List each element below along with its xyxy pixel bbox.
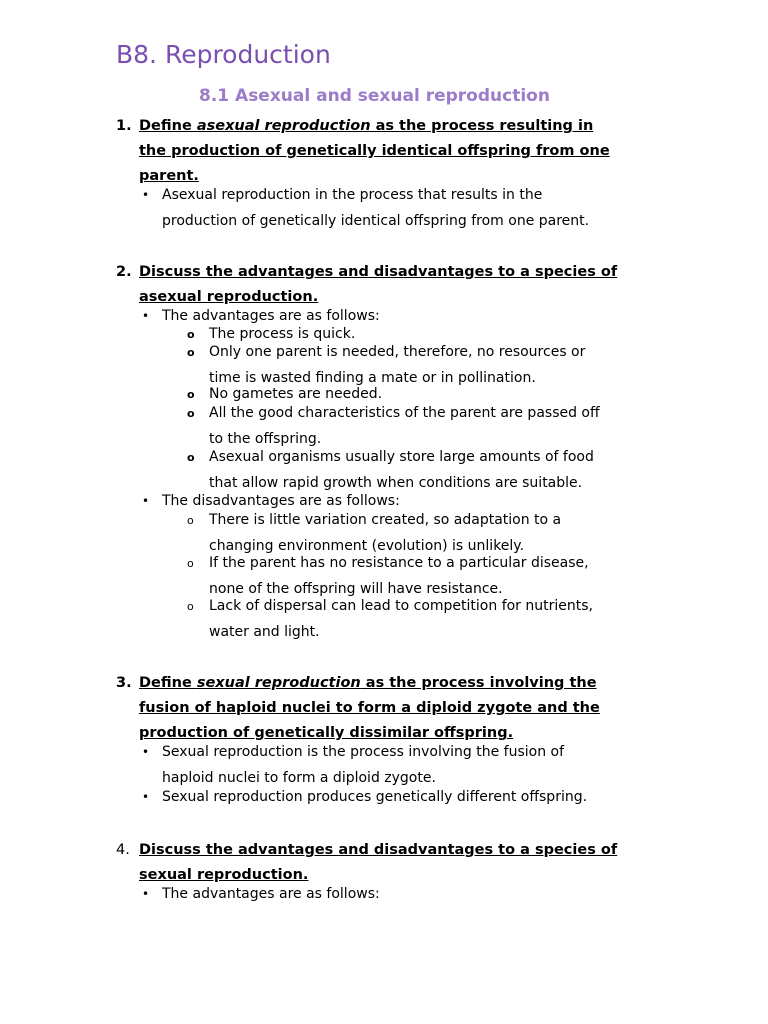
question-line (139, 114, 676, 139)
question-line: production of genetically dissimilar offspring. (139, 725, 514, 741)
sub-bullet-icon: o (187, 451, 195, 464)
sub-bullet-text: Only one parent is needed, therefore, no resources or (209, 344, 586, 360)
bullet-text: The advantages are as follows: (162, 308, 380, 324)
question-line: fusion of haploid nuclei to form a diploid zygote and the (139, 700, 600, 716)
question-line: Discuss the advantages and disadvantages to a species of (139, 842, 618, 858)
page-title: B8. Reproduction (116, 40, 331, 69)
sub-bullet-text: The process is quick. (209, 326, 356, 342)
sub-bullet-icon: o (187, 514, 194, 527)
sub-bullet-icon: o (187, 388, 195, 401)
bullet-text: The advantages are as follows: (162, 886, 380, 902)
bullet-text: Sexual reproduction produces genetically different offspring. (162, 789, 588, 805)
question-line: the production of genetically identical offspring from one (139, 143, 610, 159)
question-line: parent. (139, 168, 199, 184)
bullet-item (142, 784, 662, 810)
bullet-text: The disadvantages are as follows: (162, 493, 400, 509)
question-line: Discuss the advantages and disadvantages to a species of (139, 264, 618, 280)
emphasis-term: sexual reproduction (196, 675, 361, 691)
sub-bullet-item (187, 593, 657, 645)
text-run: as the process involving the (360, 675, 597, 691)
section-subtitle: 8.1 Asexual and sexual reproduction (199, 86, 550, 106)
sub-bullet-icon: o (187, 328, 195, 341)
bullet-icon: • (142, 790, 150, 804)
text-run: Define (139, 118, 197, 134)
sub-bullet-text: No gametes are needed. (209, 386, 383, 402)
sub-bullet-icon: o (187, 600, 194, 613)
bullet-item (142, 182, 662, 234)
sub-bullet-text: changing environment (evolution) is unlikely. (209, 538, 525, 554)
question-line: asexual reproduction. (139, 289, 319, 305)
sub-bullet-text: Lack of dispersal can lead to competition for nutrients, (209, 598, 593, 614)
bullet-item (142, 881, 662, 907)
bullet-text: Sexual reproduction is the process involving the fusion of (162, 744, 565, 760)
bullet-text: production of genetically identical offspring from one parent. (162, 213, 590, 229)
question-line: sexual reproduction. (139, 867, 309, 883)
question-number: 4. (116, 842, 130, 858)
question-text (139, 671, 676, 746)
bullet-icon: • (142, 309, 150, 323)
bullet-text: haploid nuclei to form a diploid zygote. (162, 770, 436, 786)
text-run: as the process resulting in (370, 118, 594, 134)
sub-bullet-text: Asexual organisms usually store large amounts of food (209, 449, 594, 465)
sub-bullet-text: All the good characteristics of the parent are passed off (209, 405, 600, 421)
bullet-icon: • (142, 887, 150, 901)
sub-bullet-icon: o (187, 346, 195, 359)
sub-bullet-text: water and light. (209, 624, 320, 640)
question-number: 2. (116, 264, 132, 280)
question-line (139, 671, 676, 696)
sub-bullet-icon: o (187, 557, 194, 570)
bullet-text: Asexual reproduction in the process that results in the (162, 187, 543, 203)
question-3 (116, 671, 676, 746)
sub-bullet-text: There is little variation created, so adaptation to a (209, 512, 562, 528)
sub-bullet-icon: o (187, 407, 195, 420)
sub-bullet-text: that allow rapid growth when conditions are suitable. (209, 475, 583, 491)
sub-bullet-text: time is wasted finding a mate or in pollination. (209, 370, 536, 386)
bullet-icon: • (142, 745, 150, 759)
sub-bullet-text: If the parent has no resistance to a particular disease, (209, 555, 589, 571)
question-number: 1. (116, 118, 132, 134)
emphasis-term: asexual reproduction (196, 118, 371, 134)
sub-bullet-text: to the offspring. (209, 431, 322, 447)
sub-bullet-text: none of the offspring will have resistance. (209, 581, 503, 597)
bullet-icon: • (142, 188, 150, 202)
question-1 (116, 114, 676, 189)
question-number: 3. (116, 675, 132, 691)
bullet-icon: • (142, 494, 150, 508)
question-text (139, 114, 676, 189)
text-run: Define (139, 675, 197, 691)
